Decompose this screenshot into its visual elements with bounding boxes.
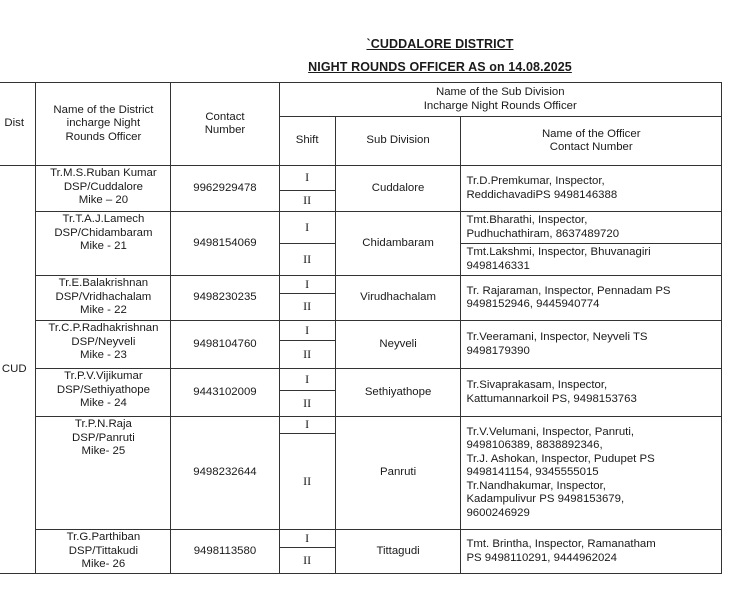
officer-cell: Tr.D.Premkumar, Inspector, ReddichavadiPS 9498146388 bbox=[461, 166, 722, 212]
shift-cell: I bbox=[279, 530, 335, 548]
shift-cell: I bbox=[279, 321, 335, 341]
shift-cell: I bbox=[279, 417, 335, 434]
district-officer-cell: Tr.P.V.Vijikumar DSP/Sethiyathope Mike - 24 bbox=[36, 369, 171, 417]
header-district-officer: Name of the District incharge Night Rounds Officer bbox=[36, 83, 171, 166]
sub-division-cell: Cuddalore bbox=[335, 166, 461, 212]
header-dist: Dist bbox=[0, 83, 36, 166]
table-row bbox=[0, 321, 722, 341]
table-row bbox=[0, 276, 722, 294]
header-officer-contact: Name of the Officer Contact Number bbox=[461, 117, 722, 166]
officer-cell: Tmt.Lakshmi, Inspector, Bhuvanagiri 9498146331 bbox=[461, 244, 722, 276]
shift-cell: II bbox=[279, 341, 335, 369]
district-officer-cell: Tr.T.A.J.Lamech DSP/Chidambaram Mike - 21 bbox=[36, 212, 171, 276]
table-row bbox=[0, 212, 722, 244]
contact-cell: 9498232644 bbox=[171, 417, 279, 530]
shift-cell: II bbox=[279, 244, 335, 276]
shift-cell: I bbox=[279, 166, 335, 191]
district-officer-cell: Tr.E.Balakrishnan DSP/Vridhachalam Mike - 22 bbox=[36, 276, 171, 321]
header-contact: Contact Number bbox=[171, 83, 279, 166]
dist-cell: CUD bbox=[0, 166, 36, 574]
shift-cell: I bbox=[279, 276, 335, 294]
sub-division-cell: Tittagudi bbox=[335, 530, 461, 574]
contact-cell: 9498113580 bbox=[171, 530, 279, 574]
officer-cell: Tr. Rajaraman, Inspector, Pennadam PS 9498152946, 9445940774 bbox=[461, 276, 722, 321]
shift-cell: I bbox=[279, 212, 335, 244]
sub-division-cell: Sethiyathope bbox=[335, 369, 461, 417]
shift-cell: II bbox=[279, 548, 335, 574]
contact-cell: 9498104760 bbox=[171, 321, 279, 369]
contact-cell: 9498154069 bbox=[171, 212, 279, 276]
shift-cell: II bbox=[279, 434, 335, 530]
sub-division-cell: Chidambaram bbox=[335, 212, 461, 276]
header-subdivision-group: Name of the Sub Division Incharge Night Rounds Officer bbox=[279, 83, 721, 117]
table-row bbox=[0, 530, 722, 548]
sub-division-cell: Neyveli bbox=[335, 321, 461, 369]
table-row bbox=[0, 417, 722, 434]
table-row bbox=[0, 369, 722, 391]
district-officer-cell: Tr.P.N.Raja DSP/Panruti Mike- 25 bbox=[36, 417, 171, 530]
sub-division-cell: Panruti bbox=[335, 417, 461, 530]
contact-cell: 9962929478 bbox=[171, 166, 279, 212]
header-row bbox=[0, 83, 722, 117]
officer-cell: Tmt.Bharathi, Inspector, Pudhuchathiram, 8637489720 bbox=[461, 212, 722, 244]
officer-cell: Tr.V.Velumani, Inspector, Panruti, 9498106389, 8838892346, Tr.J. Ashokan, Inspector, Pudupet PS 9498141154, 9345555015 Tr.Nandhakumar, Inspector, Kadampulivur PS 9498153679, 9600246929 bbox=[461, 417, 722, 530]
officer-cell: Tr.Veeramani, Inspector, Neyveli TS 9498179390 bbox=[461, 321, 722, 369]
officer-cell: Tr.Sivaprakasam, Inspector, Kattumannarkoil PS, 9498153763 bbox=[461, 369, 722, 417]
district-heading: `CUDDALORE DISTRICT bbox=[366, 37, 514, 51]
night-rounds-table bbox=[0, 82, 722, 574]
header-shift: Shift bbox=[279, 117, 335, 166]
contact-cell: 9443102009 bbox=[171, 369, 279, 417]
shift-cell: II bbox=[279, 391, 335, 417]
contact-cell: 9498230235 bbox=[171, 276, 279, 321]
district-officer-cell: Tr.C.P.Radhakrishnan DSP/Neyveli Mike - 23 bbox=[36, 321, 171, 369]
sub-division-cell: Virudhachalam bbox=[335, 276, 461, 321]
shift-cell: II bbox=[279, 294, 335, 321]
report-title: NIGHT ROUNDS OFFICER AS on 14.08.2025 bbox=[308, 60, 572, 74]
officer-cell: Tmt. Brintha, Inspector, Ramanatham PS 9498110291, 9444962024 bbox=[461, 530, 722, 574]
table-row bbox=[0, 166, 722, 191]
header-sub-division: Sub Division bbox=[335, 117, 461, 166]
district-officer-cell: Tr.G.Parthiban DSP/Tittakudi Mike- 26 bbox=[36, 530, 171, 574]
shift-cell: I bbox=[279, 369, 335, 391]
district-officer-cell: Tr.M.S.Ruban Kumar DSP/Cuddalore Mike – 20 bbox=[36, 166, 171, 212]
shift-cell: II bbox=[279, 191, 335, 212]
